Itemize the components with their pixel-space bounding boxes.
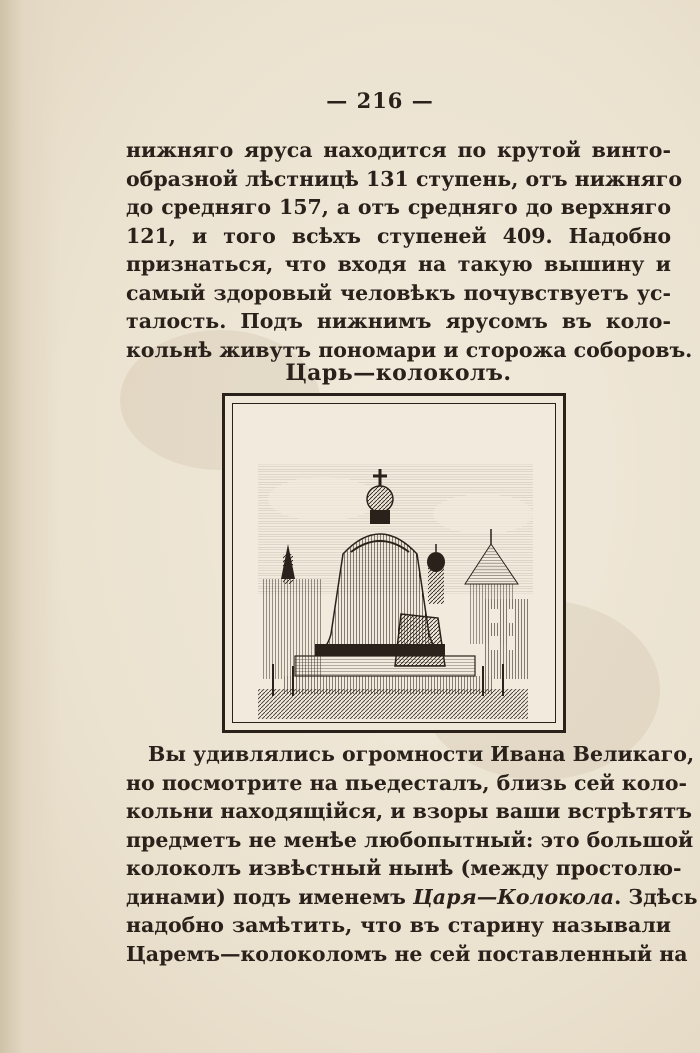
text-line: кольнѣ живутъ пономари и сторожа соборовъ. (126, 337, 693, 362)
text-line (126, 883, 698, 912)
text-line: надобно замѣтить, что въ старину называли (126, 913, 671, 937)
italic-name-tsar-bell: Царя—Колокола (412, 884, 615, 909)
text-line: кольни находящійся, и взоры ваши встрѣтятъ (126, 799, 692, 823)
text-line: предметъ не менѣе любопытный: это большой (126, 827, 694, 852)
text-line: самый здоровый человѣкъ почувствуетъ ус- (126, 280, 671, 305)
text-line: 121, и того всѣхъ ступеней 409. Надобно (126, 223, 671, 248)
illustration-frame (222, 393, 566, 733)
text-line: Вы удивлялись огромности Ивана Великаго, (148, 742, 695, 766)
paragraph-2 (126, 740, 698, 968)
text-line: колоколъ извѣстный нынѣ (между простолю- (126, 856, 682, 880)
text-line: нижняго яруса находится по крутой винто- (126, 138, 671, 162)
text-line: признаться, что входя на такую вышину и (126, 252, 671, 276)
section-heading: Царь—колоколъ. (285, 360, 512, 386)
text-line: Царемъ—колоколомъ не сей поставленный на (126, 941, 688, 966)
text-fragment: динами) подъ именемъ (126, 884, 413, 909)
text-line: образной лѣстницѣ 131 ступень, отъ нижняго (126, 166, 683, 191)
tsar-bell-engraving-icon (232, 403, 556, 723)
text-fragment: . Здѣсь (614, 884, 698, 909)
page-number: — 216 — (326, 88, 434, 113)
text-line: талость. Подъ нижнимъ ярусомъ въ коло- (126, 309, 671, 333)
page-gutter-shadow (0, 0, 60, 1053)
text-line: но посмотрите на пьедесталъ, близь сей коло- (126, 770, 688, 795)
text-line: до средняго 157, а отъ средняго до верхняго (126, 195, 671, 219)
paragraph-1 (126, 136, 693, 364)
